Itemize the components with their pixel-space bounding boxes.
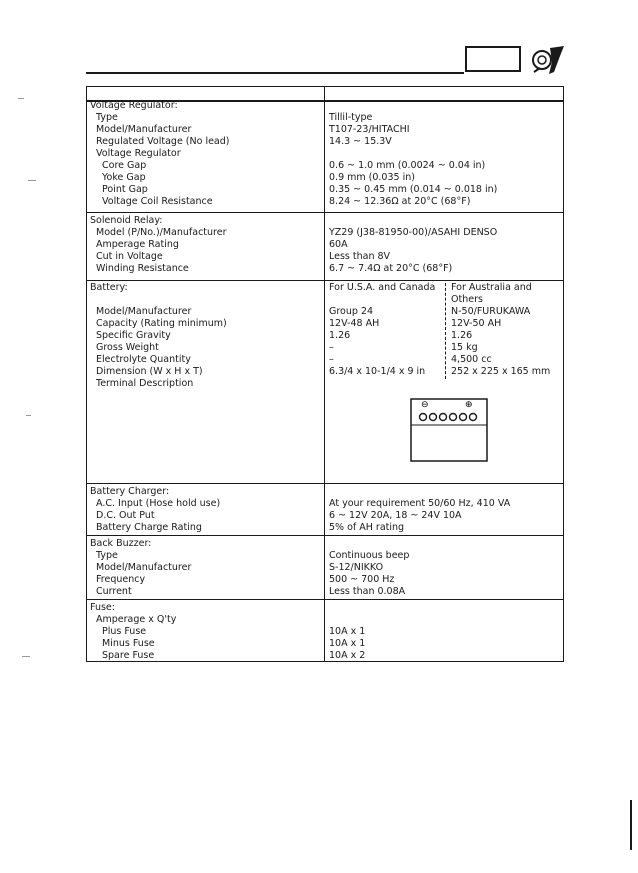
spec-value: 0.9 mm (0.035 in) — [329, 172, 415, 183]
spec-label: Amperage x Q'ty — [96, 614, 177, 625]
battery-value-au: 12V-50 AH — [451, 318, 502, 329]
spec-value: T107-23/HITACHI — [329, 124, 410, 135]
spec-value: 10A x 1 — [329, 638, 366, 649]
spec-value: Less than 8V — [329, 251, 391, 262]
battery-label: Capacity (Rating minimum) — [96, 318, 227, 329]
battery-value-au: N-50/FURUKAWA — [451, 306, 531, 317]
battery-label: Specific Gravity — [96, 330, 171, 341]
spec-label: Spare Fuse — [102, 650, 155, 661]
battery-col-au-header: Others — [451, 294, 483, 305]
spec-label: Frequency — [96, 574, 146, 585]
spec-label: Model/Manufacturer — [96, 562, 192, 573]
spec-label: Battery Charge Rating — [96, 522, 202, 533]
section-divider — [87, 483, 563, 484]
battery-label: Terminal Description — [96, 378, 194, 389]
spec-value: 10A x 1 — [329, 626, 366, 637]
scan-mark — [18, 98, 24, 99]
spec-label: D.C. Out Put — [96, 510, 155, 521]
section-divider — [87, 212, 563, 213]
battery-col-us-header: For U.S.A. and Canada — [329, 282, 436, 293]
spec-label: Voltage Regulator: — [90, 100, 178, 111]
battery-value-us: 6.3/4 x 10-1/4 x 9 in — [329, 366, 426, 377]
spec-label: Voltage Regulator — [96, 148, 181, 159]
spec-value: Tillil-type — [329, 112, 373, 123]
battery-terminal-diagram — [409, 393, 489, 463]
spec-value: 6 ~ 12V 20A, 18 ~ 24V 10A — [329, 510, 462, 521]
battery-col-au-header: For Australia and — [451, 282, 532, 293]
spec-label: Solenoid Relay: — [90, 215, 163, 226]
spec-label: Yoke Gap — [102, 172, 146, 183]
spec-label: Plus Fuse — [102, 626, 147, 637]
scan-mark — [26, 415, 31, 416]
spec-label: Current — [96, 586, 132, 597]
spec-label: Model (P/No.)/Manufacturer — [96, 227, 227, 238]
spec-label: Back Buzzer: — [90, 538, 152, 549]
section-divider — [87, 280, 563, 281]
spec-label: Amperage Rating — [96, 239, 179, 250]
section-divider — [87, 599, 563, 600]
spec-value: 5% of AH rating — [329, 522, 405, 533]
spec-value: YZ29 (J38-81950-00)/ASAHI DENSO — [329, 227, 498, 238]
battery-column-separator — [445, 283, 446, 379]
battery-label: Model/Manufacturer — [96, 306, 192, 317]
scan-mark — [22, 656, 30, 657]
spec-label: Type — [96, 112, 118, 123]
page-edge-rule — [630, 800, 632, 850]
battery-value-us: – — [329, 342, 334, 353]
spec-value: At your requirement 50/60 Hz, 410 VA — [329, 498, 511, 509]
spec-table — [86, 86, 564, 662]
spec-value: 0.35 ~ 0.45 mm (0.014 ~ 0.018 in) — [329, 184, 498, 195]
spec-label: Core Gap — [102, 160, 147, 171]
battery-value-au: 1.26 — [451, 330, 473, 341]
battery-value-us: 12V-48 AH — [329, 318, 380, 329]
battery-value-au: 252 x 225 x 165 mm — [451, 366, 551, 377]
spec-value: S-12/NIKKO — [329, 562, 384, 573]
spec-label: Winding Resistance — [96, 263, 189, 274]
spec-label: Minus Fuse — [102, 638, 155, 649]
spec-label: Type — [96, 550, 118, 561]
battery-label: Electrolyte Quantity — [96, 354, 191, 365]
spec-label: Fuse: — [90, 602, 115, 613]
spec-label: Battery Charger: — [90, 486, 170, 497]
battery-label: Gross Weight — [96, 342, 159, 353]
spec-value: Continuous beep — [329, 550, 410, 561]
spec-label: Regulated Voltage (No lead) — [96, 136, 230, 147]
battery-label: Dimension (W x H x T) — [96, 366, 203, 377]
title-underline — [86, 72, 464, 74]
spec-label: A.C. Input (Hose hold use) — [96, 498, 221, 509]
spec-label: Point Gap — [102, 184, 148, 195]
feeler-gauge-icon — [524, 42, 572, 78]
spec-value: 0.6 ~ 1.0 mm (0.0024 ~ 0.04 in) — [329, 160, 486, 171]
battery-value-us: – — [329, 354, 334, 365]
spec-value: 10A x 2 — [329, 650, 366, 661]
spec-value: 14.3 ~ 15.3V — [329, 136, 392, 147]
battery-value-au: 15 kg — [451, 342, 478, 353]
spec-value: 8.24 ~ 12.36Ω at 20°C (68°F) — [329, 196, 471, 207]
battery-value-us: 1.26 — [329, 330, 351, 341]
svg-text:⊖: ⊖ — [421, 400, 429, 410]
spec-badge — [465, 46, 521, 72]
column-divider — [324, 87, 325, 661]
svg-text:⊕: ⊕ — [465, 400, 473, 410]
scan-mark — [28, 180, 36, 181]
spec-label: Voltage Coil Resistance — [102, 196, 213, 207]
spec-value: Less than 0.08A — [329, 586, 406, 597]
spec-value: 6.7 ~ 7.4Ω at 20°C (68°F) — [329, 263, 453, 274]
spec-label: Model/Manufacturer — [96, 124, 192, 135]
section-divider — [87, 535, 563, 536]
battery-heading: Battery: — [90, 282, 128, 293]
spec-label: Cut in Voltage — [96, 251, 163, 262]
spec-value: 60A — [329, 239, 348, 250]
battery-value-us: Group 24 — [329, 306, 374, 317]
battery-value-au: 4,500 cc — [451, 354, 492, 365]
spec-value: 500 ~ 700 Hz — [329, 574, 395, 585]
